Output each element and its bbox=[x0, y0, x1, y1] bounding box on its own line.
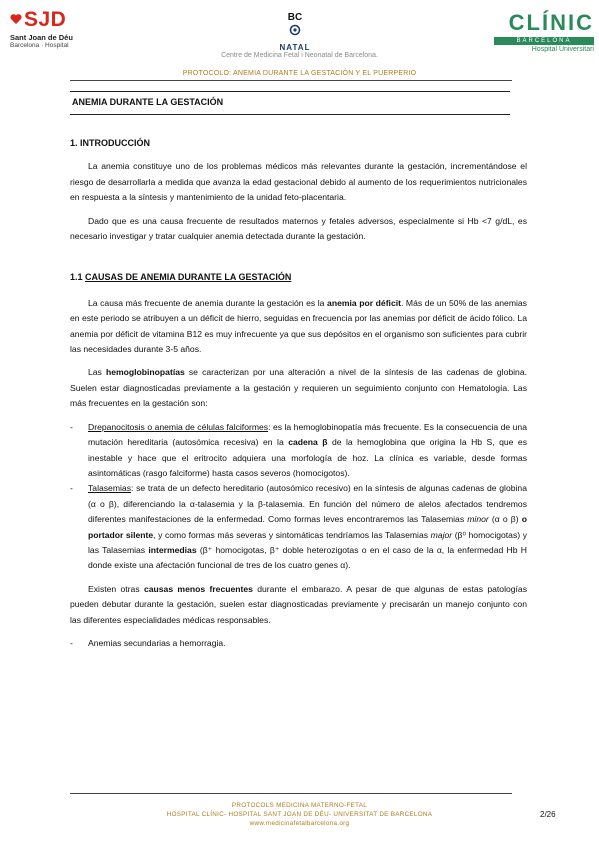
footer-line-1: PROTOCOLS MEDICINA MATERNO-FETAL bbox=[231, 802, 368, 809]
protocol-title: PROTOCOLO: ANEMIA DURANTE LA GESTACIÓN Y EL PUERPERIO bbox=[182, 70, 417, 77]
list-item-drepanocitosis: - Drepanocitosis o anemia de células falciformes: es la hemoglobinopatía más frecuente. Es la consecuencia de una mutación hereditaria (autosómica recesiva) en la cadena β de la hemoglobina que origina la Hb S, que es inestable y hace que el eritrocito adquiera una morfología de hoz. La clínica es variable, desde formas asintomáticas (rasgo falciforme) hasta casos severos (homocigotos). bbox=[70, 420, 527, 482]
bcnatal-logo bbox=[265, 12, 325, 56]
header-rule bbox=[70, 80, 512, 81]
section-title: ANEMIA DURANTE LA GESTACIÓN bbox=[72, 97, 224, 107]
sjd-subtitle: Barcelona · Hospital bbox=[10, 42, 69, 49]
intro-paragraph-1: La anemia constituye uno de los problemas médicos más relevantes durante la gestación, incrementándose el riesgo de desarrollarla a medida que avanza la edad gestacional debido al aumento de los requerimientos nutricionales en respuesta a la síntesis y mantenimiento de la unidad feto-placentaria. bbox=[70, 161, 527, 203]
sjd-logo bbox=[10, 8, 120, 54]
sjd-name: Sant Joan de Déu bbox=[10, 33, 73, 42]
bcnatal-symbol-icon bbox=[284, 24, 306, 36]
footer-website-link[interactable]: www.medicinafetalbarcelona.org bbox=[249, 820, 350, 827]
document-body bbox=[70, 136, 527, 651]
sjd-logo-text: SJD bbox=[24, 8, 67, 31]
list-item-hemorragia: - Anemias secundarias a hemorragia. bbox=[70, 636, 527, 651]
intro-heading: 1. INTRODUCCIÓN bbox=[70, 138, 151, 148]
causes-paragraph-2: Las hemoglobinopatías se caracterizan por una alteración a nivel de la síntesis de las cadenas de globina. Suelen estar diagnosticadas previamente a la gestación y requieren un seguimiento conjunto con Hematología. Las más frecuentes en la gestación son: bbox=[70, 367, 527, 409]
clinic-city: BARCELONA bbox=[494, 37, 594, 45]
clinic-name: CLÍNIC bbox=[508, 10, 594, 35]
bcnatal-mark: BC bbox=[287, 12, 303, 23]
hemoglobinopathy-list bbox=[70, 420, 527, 574]
causes-paragraph-3: Existen otras causas menos frecuentes durante el embarazo. A pesar de que algunas de estas patologías pueden debutar durante la gestación, suelen estar diagnosticadas previamente y precisarán un manejo conjunto con las diferentes especialidades médicas responsables. bbox=[70, 583, 527, 625]
bcnatal-name: NATAL bbox=[279, 43, 311, 52]
page-number: 2/26 bbox=[540, 810, 556, 819]
centre-name: Centre de Medicina Fetal i Neonatal de Barcelona. bbox=[221, 52, 378, 59]
causes-heading: 1.1 CAUSAS DE ANEMIA DURANTE LA GESTACIÓN bbox=[70, 272, 292, 283]
intro-paragraph-2: Dado que es una causa frecuente de resultados maternos y fetales adversos, especialmente si Hb <7 g/dL, es necesario investigar y tratar cualquier anemia detectada durante la gestación. bbox=[70, 215, 527, 242]
section-title-box bbox=[70, 91, 510, 115]
clinic-subtitle: Hospital Universitari bbox=[531, 46, 594, 53]
footer-line-2: HOSPITAL CLÍNIC- HOSPITAL SANT JOAN DE DÉU- UNIVERSITAT DE BARCELONA bbox=[166, 811, 433, 818]
clinic-logo bbox=[494, 10, 594, 53]
list-item-talasemias: - Talasemias: se trata de un defecto hereditario (autosómico recesivo) en la síntesis de algunas cadenas de globina (α o β), diferenciando la α-talasemia y la β-talasemia. En función del número de alelos afectados tendremos diferentes manifestaciones de la enfermedad. Como formas leves encontraremos las Talasemias minor (α o β) o portador silente, y como formas más severas y sintomáticas tendríamos las Talasemias major (β⁰ homocigotas) y las Talasemias intermedias (β⁺ homocigotas, β⁺ doble heterozigotas o en el caso de la α, la enfermedad Hb H donde existe una afectación funcional de tres de los cuatro genes α). bbox=[70, 481, 527, 573]
heart-icon bbox=[10, 13, 22, 25]
other-causes-list bbox=[70, 636, 527, 651]
causes-paragraph-1: La causa más frecuente de anemia durante la gestación es la anemia por déficit. Más de un 50% de las anemias en este periodo se atribuyen a un déficit de hierro, seguidas en frecuencia por las anemias por déficit de ácido fólico. La anemia por déficit de vitamina B12 es muy infrecuente ya que sus depósitos en el organismo son suficientes para cubrir las necesidades durante 3-5 años. bbox=[70, 297, 527, 355]
footer-rule bbox=[70, 793, 512, 794]
footer bbox=[0, 801, 599, 828]
